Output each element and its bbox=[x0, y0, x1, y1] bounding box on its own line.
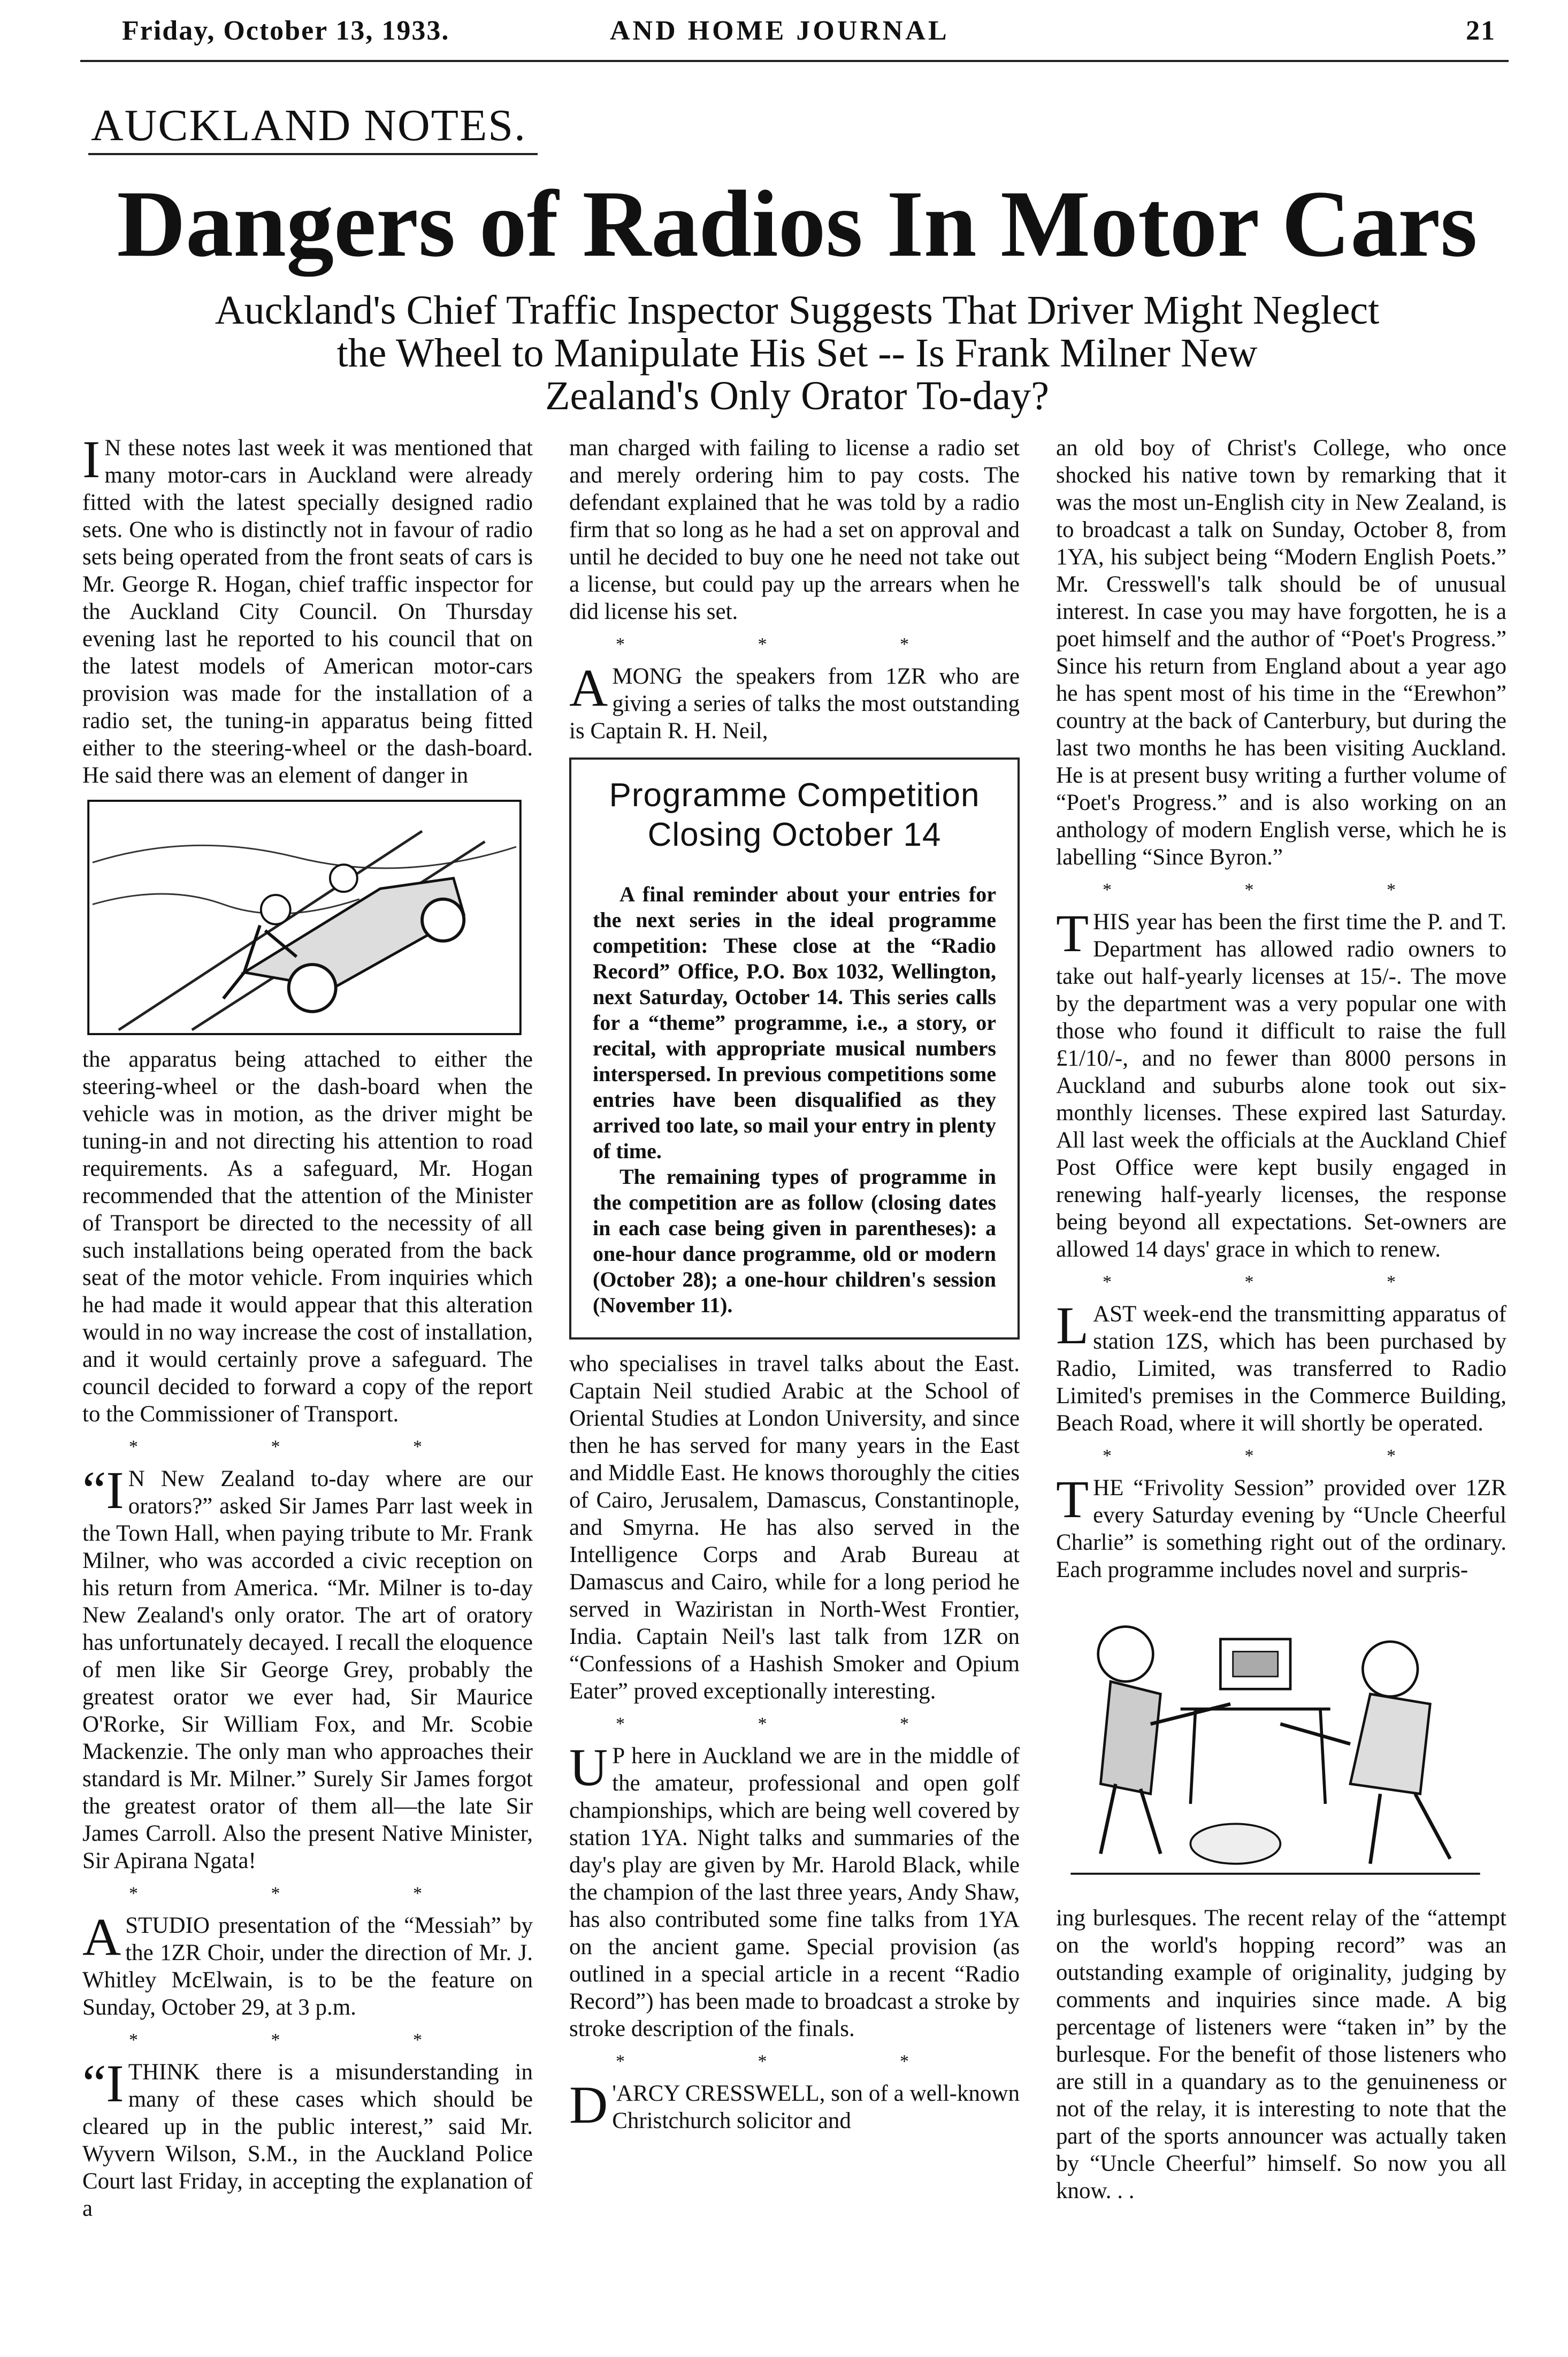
section-underline bbox=[88, 153, 538, 155]
issue-date: Friday, October 13, 1933. bbox=[122, 16, 450, 46]
publication-name: AND HOME JOURNAL bbox=[610, 16, 950, 46]
drop-cap: A bbox=[569, 658, 608, 717]
ornament-divider: * * * bbox=[616, 634, 973, 654]
article-paragraph bbox=[82, 430, 533, 789]
section-title: AUCKLAND NOTES. bbox=[91, 101, 526, 150]
ornament-divider: * * * bbox=[616, 1714, 973, 1734]
page-number: 21 bbox=[1466, 16, 1496, 46]
article-paragraph bbox=[1056, 1296, 1506, 1437]
radio-listeners-illustration bbox=[1056, 1594, 1495, 1894]
car-illustration bbox=[82, 800, 526, 1035]
drop-cap: T bbox=[1056, 1470, 1089, 1529]
subheadline-line: Zealand's Only Orator To-day? bbox=[545, 373, 1049, 418]
box-title-line: Programme Competition bbox=[609, 777, 980, 814]
paragraph-text: MONG the speakers from 1ZR who are giving a series of talks the most outstanding is Captain R. H. Neil, bbox=[569, 664, 1020, 744]
drop-cap: “I bbox=[82, 1460, 124, 1520]
ornament-divider: * * * bbox=[1103, 1272, 1460, 1292]
article-paragraph bbox=[569, 1738, 1020, 2042]
article-paragraph bbox=[569, 2075, 1020, 2134]
programme-competition-box bbox=[569, 757, 1020, 1340]
paragraph-text: 'ARCY CRESSWELL, son of a well-known Christchurch solicitor and bbox=[612, 2081, 1020, 2133]
paragraph-text: P here in Auckland we are in the middle of the amateur, professional and open golf championships, which are being well covered by station 1YA. Night talks and summaries of the day's play are given by Mr. Harold Black, while the champion of the last three years, Andy Shaw, has also contributed some fine talks from 1YA on the ancient game. Special provision (as outlined in a special article in a recent “Radio Record”) has been made to broadcast a stroke by stroke description of the finals. bbox=[569, 1743, 1020, 2041]
article-paragraph bbox=[82, 1460, 533, 1874]
box-paragraph: A final reminder about your entries for the next series in the ideal programme competition: These close at the “Radio Record” Office, P.O. Box 1032, Wellington, next Saturday, October 14. This series calls for a “theme” programme, i.e., a story, or recital, with appropriate musical numbers interspersed. In previous competitions some entries have been disqualified as they arrived too late, so mail your entry in plenty of time. bbox=[593, 882, 996, 1163]
ornament-divider: * * * bbox=[616, 2052, 973, 2071]
article-paragraph: ing burlesques. The recent relay of the “attempt on the world's hopping record” was an outstanding example of originality, judging by comments and inquiries since made. A big percentage of listeners were “taken in” by the burlesque. For the benefit of those listeners who are still in a quandary as to the genuineness or not of the relay, it is interesting to note that the part of the sports announcer was actually taken by “Uncle Cheerful” himself. So now you all know. . . bbox=[1056, 1906, 1506, 2203]
paragraph-text: N these notes last week it was mentioned that many motor-cars in Auckland were already fitted with the latest specially designed radio sets. One who is distinctly not in favour of radio sets being operated from the front seats of cars is Mr. George R. Hogan, chief traffic inspector for the Auckland City Council. On Thursday evening last he reported to his council that on the latest models of American motor-cars provision was made for the installation of a radio set, the tuning-in apparatus being fitted either to the steering-wheel or the dash-board. He said there was an element of danger in bbox=[82, 435, 533, 788]
article-paragraph bbox=[1056, 904, 1506, 1263]
paragraph-text: N New Zealand to-day where are our orators?” asked Sir James Parr last week in the Town Hall, when paying tribute to Mr. Frank Milner, who was accorded a civic reception on his return from America. “Mr. Milner is to-day New Zealand's only orator. The art of oratory has unfortunately decayed. I recall the eloquence of men like Sir George Grey, probably the greatest orator we ever had, Sir Maurice O'Rorke, Sir William Fox, and Mr. Scobie Mackenzie. The only man who approaches their standard is Mr. Milner.” Surely Sir James forgot the greatest orator of them all—the late Sir James Carroll. Also the present Native Minister, Sir Apirana Ngata! bbox=[82, 1466, 533, 1873]
article-paragraph: man charged with failing to license a radio set and merely ordering him to pay costs. The defendant explained that he was told by a radio firm that so long as he had a set on approval and until he decided to buy one he need not take out a license, but could pay up the arrears when he did license his set. bbox=[569, 435, 1020, 624]
paragraph-text: AST week-end the transmitting apparatus of station 1ZS, which has been purchased by Radio, Limited, was transferred to Radio Limited's premises in the Commerce Building, Beach Road, where it will shortly be operated. bbox=[1056, 1302, 1506, 1436]
article-paragraph bbox=[569, 658, 1020, 745]
box-paragraph: The remaining types of programme in the competition are as follow (closing dates in each case being given in parentheses): a one-hour dance programme, old or modern (October 28); a one-hour children's session (November 11). bbox=[593, 1165, 996, 1317]
article-paragraph bbox=[82, 2054, 533, 2222]
drop-cap: I bbox=[82, 430, 101, 489]
drop-cap: “I bbox=[82, 2054, 124, 2113]
article-paragraph: who specialises in travel talks about the East. Captain Neil studied Arabic at the School of Oriental Studies at London University, and since then he has served for many years in the East and Middle East. He knows thoroughly the cities of Cairo, Jerusalem, Damascus, Constantinople, and Smyrna. He has also served in the Intelligence Corps and Arab Bureau at Damascus and Cairo, while for a long period he served in Waziristan in North-West Frontier, India. Captain Neil's last talk from 1ZR on “Confessions of a Hashish Smoker and Opium Eater” proved exceptionally interesting. bbox=[569, 1351, 1020, 1704]
drop-cap: T bbox=[1056, 904, 1089, 963]
article-paragraph bbox=[1056, 1470, 1506, 1583]
paragraph-text: HE “Frivolity Session” provided over 1ZR every Saturday evening by “Uncle Cheerful Charlie” is something right out of the ordinary. Each programme includes novel and surpris- bbox=[1056, 1475, 1506, 1582]
headline: Dangers of Radios In Motor Cars bbox=[117, 171, 1478, 277]
subheadline-line: the Wheel to Manipulate His Set -- Is Frank Milner New bbox=[336, 331, 1258, 376]
drop-cap: L bbox=[1056, 1296, 1089, 1355]
ornament-divider: * * * bbox=[1103, 880, 1460, 900]
header-rule bbox=[80, 60, 1509, 62]
article-paragraph: the apparatus being attached to either the steering-wheel or the dash-board when the vehicle was in motion, as the driver might be tuning-in and not directing his attention to road requirements. As a safeguard, Mr. Hogan recommended that the attention of the Minister of Transport be directed to the necessity of all such installations being operated from the back seat of the motor vehicle. From inquiries which he had made it would appear that this alteration would in no way increase the cost of installation, and it would certainly prove a safeguard. The council decided to forward a copy of the report to the Commissioner of Transport. bbox=[82, 1047, 533, 1427]
paragraph-text: THINK there is a misunderstanding in many of these cases which should be cleared up in the public interest,” said Mr. Wyvern Wilson, S.M., in the Auckland Police Court last Friday, in accepting the explanation of a bbox=[82, 2060, 533, 2221]
drop-cap: U bbox=[569, 1738, 608, 1797]
box-title-line: Closing October 14 bbox=[647, 816, 942, 853]
article-paragraph bbox=[82, 1907, 533, 2021]
ornament-divider: * * * bbox=[129, 1884, 486, 1903]
ornament-divider: * * * bbox=[129, 1437, 486, 1457]
drop-cap: A bbox=[82, 1907, 121, 1966]
article-paragraph: an old boy of Christ's College, who once shocked his native town by remarking that it was the most un-English city in New Zealand, is to broadcast a talk on Sunday, October 8, from 1YA, his subject being “Modern English Poets.” Mr. Cresswell's talk should be of unusual interest. In case you may have forgotten, he is a poet himself and the author of “Poet's Progress.” Since his return from England about a year ago he has spent most of his time in the “Erewhon” country at the back of Canterbury, but during the last two months he has been visiting Auckland. He is at present busy writing a further volume of “Poet's Progress.” and is also working on an anthology of modern English verse, which he is labelling “Since Byron.” bbox=[1056, 435, 1506, 870]
paragraph-text: STUDIO presentation of the “Messiah” by the 1ZR Choir, under the direction of Mr. J. Whitley McElwain, is to be the feature on Sunday, October 29, at 3 p.m. bbox=[82, 1913, 533, 2020]
column-1 bbox=[82, 430, 533, 2222]
column-3 bbox=[1056, 434, 1506, 2205]
drop-cap: D bbox=[569, 2075, 608, 2134]
subheadline bbox=[80, 289, 1514, 417]
paragraph-text: HIS year has been the first time the P. and T. Department has allowed radio owners to take out half-yearly licenses at 15/-. The move by the department was a very popular one with those who found it difficult to raise the full £1/10/-, and no fewer than 8000 persons in Auckland and suburbs alone took out six-monthly licenses. These expired last Saturday. All last week the officials at the Auckland Chief Post Office were kept busily engaged in renewing half-yearly licenses, the response being beyond all expectations. Set-owners are allowed 14 days' grace in which to renew. bbox=[1056, 909, 1506, 1262]
ornament-divider: * * * bbox=[129, 2030, 486, 2050]
column-2 bbox=[569, 434, 1020, 2134]
subheadline-line: Auckland's Chief Traffic Inspector Suggests That Driver Might Neglect bbox=[215, 288, 1380, 333]
ornament-divider: * * * bbox=[1103, 1446, 1460, 1466]
